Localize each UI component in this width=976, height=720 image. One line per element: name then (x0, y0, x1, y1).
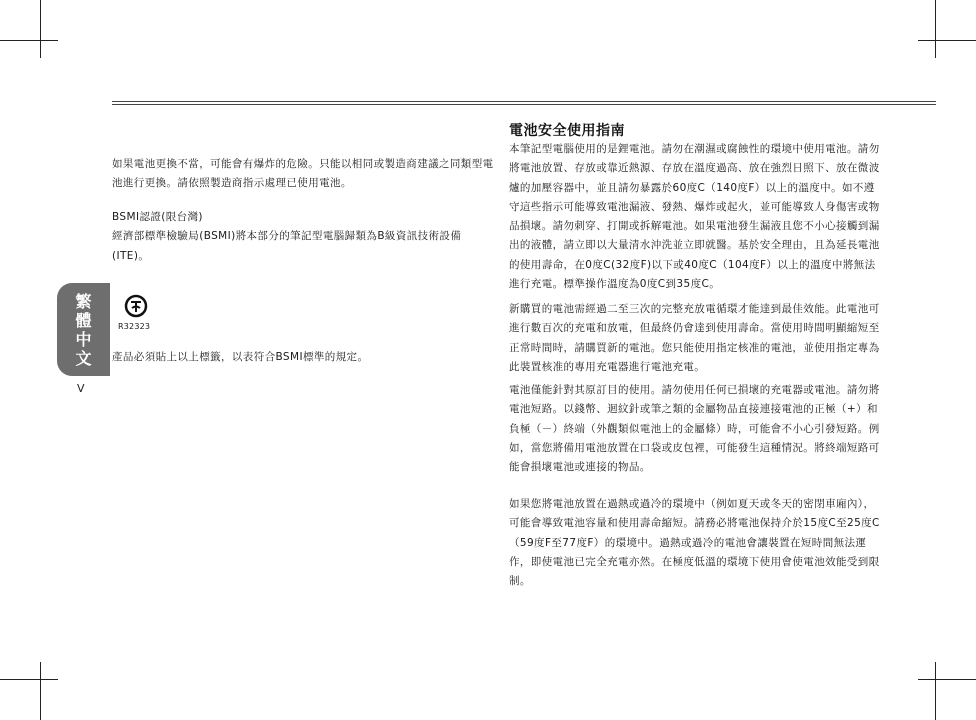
crop-mark (0, 40, 58, 41)
crop-mark (0, 679, 58, 680)
tab-char: 中 (75, 330, 92, 349)
right-column-p1 (509, 140, 883, 294)
crop-mark (40, 662, 41, 720)
battery-safety-paragraph-4: 如果您將電池放置在過熱或過冷的環境中（例如夏天或冬天的密閉車廂內），可能會導致電池容量和使用壽命縮短。請務必將電池保持介於15度C至25度C（59度F至77度F）的環境中。過熱或過冷的電池會讓裝置在短時間無法運作，即使電池已完全充電亦然。在極度低溫的環境下使用會使電池效能受到限制。 (509, 498, 880, 588)
crop-mark (935, 662, 936, 720)
tab-char: 繁 (75, 292, 92, 311)
left-column (112, 155, 496, 194)
crop-mark (918, 40, 976, 41)
battery-safety-heading: 電池安全使用指南 (509, 123, 625, 139)
page-number: V (77, 382, 85, 395)
crop-mark (40, 0, 41, 58)
right-column-p2 (509, 300, 883, 377)
battery-safety-paragraph-3: 電池僅能針對其原訂目的使用。請勿使用任何已損壞的充電器或電池。請勿將電池短路。以錢幣、迴紋針或筆之類的金屬物品直接連接電池的正極（+）和負極（－）終端（外觀類似電池上的金屬條）時，可能會不小心引發短路。例如，當您將備用電池放置在口袋或皮包裡，可能發生這種情況。將終端短路可能會損壞電池或連接的物品。 (509, 384, 880, 474)
tab-char: 文 (75, 349, 92, 368)
bsmi-section (112, 208, 496, 266)
bsmi-title: BSMI認證(限台灣) (112, 211, 203, 223)
right-column-p4 (509, 495, 883, 591)
bsmi-logo-icon (112, 293, 160, 319)
header-rule (112, 101, 936, 105)
right-column-p3 (509, 381, 883, 477)
bsmi-body: 經濟部標準檢驗局(BSMI)將本部分的筆記型電腦歸類為B級資訊技術設備(ITE)。 (112, 230, 462, 262)
label-requirement (112, 348, 496, 367)
language-tab-label (57, 292, 110, 368)
bsmi-code: R32323 (118, 322, 151, 331)
tab-char: 體 (75, 311, 92, 330)
battery-replacement-warning: 如果電池更換不當，可能會有爆炸的危險。只能以相同或製造商建議之同類型電池進行更換。請依照製造商指示處理已使用電池。 (112, 158, 494, 190)
label-requirement-text: 產品必須貼上以上標籤，以表符合BSMI標準的規定。 (112, 351, 369, 363)
crop-mark (918, 679, 976, 680)
battery-safety-paragraph-1: 本筆記型電腦使用的是鋰電池。請勿在潮濕或腐蝕性的環境中使用電池。請勿將電池放置、存放或靠近熱源、存放在溫度過高、放在強烈日照下、放在微波爐的加壓容器中，並且請勿暴露於60度C（140度F）以上的溫度中。如不遵守這些指示可能導致電池漏液、發熱、爆炸或起火，並可能導致人身傷害或物品損壞。請勿刺穿、打開或拆解電池。如果電池發生漏液且您不小心接觸到漏出的液體，請立即以大量清水沖洗並立即就醫。基於安全理由，且為延長電池的使用壽命，在0度C(32度F)以下或40度C（104度F）以上的溫度中將無法進行充電。標準操作溫度為0度C到35度C。 (509, 143, 880, 291)
crop-mark (935, 0, 936, 58)
battery-safety-paragraph-2: 新購買的電池需經過二至三次的完整充放電循環才能達到最佳效能。此電池可進行數百次的充電和放電，但最終仍會達到使用壽命。當使用時間明顯縮短至正常時間時，請購買新的電池。您只能使用指定核准的電池，並使用指定專為此裝置核准的專用充電器進行電池充電。 (509, 303, 880, 373)
